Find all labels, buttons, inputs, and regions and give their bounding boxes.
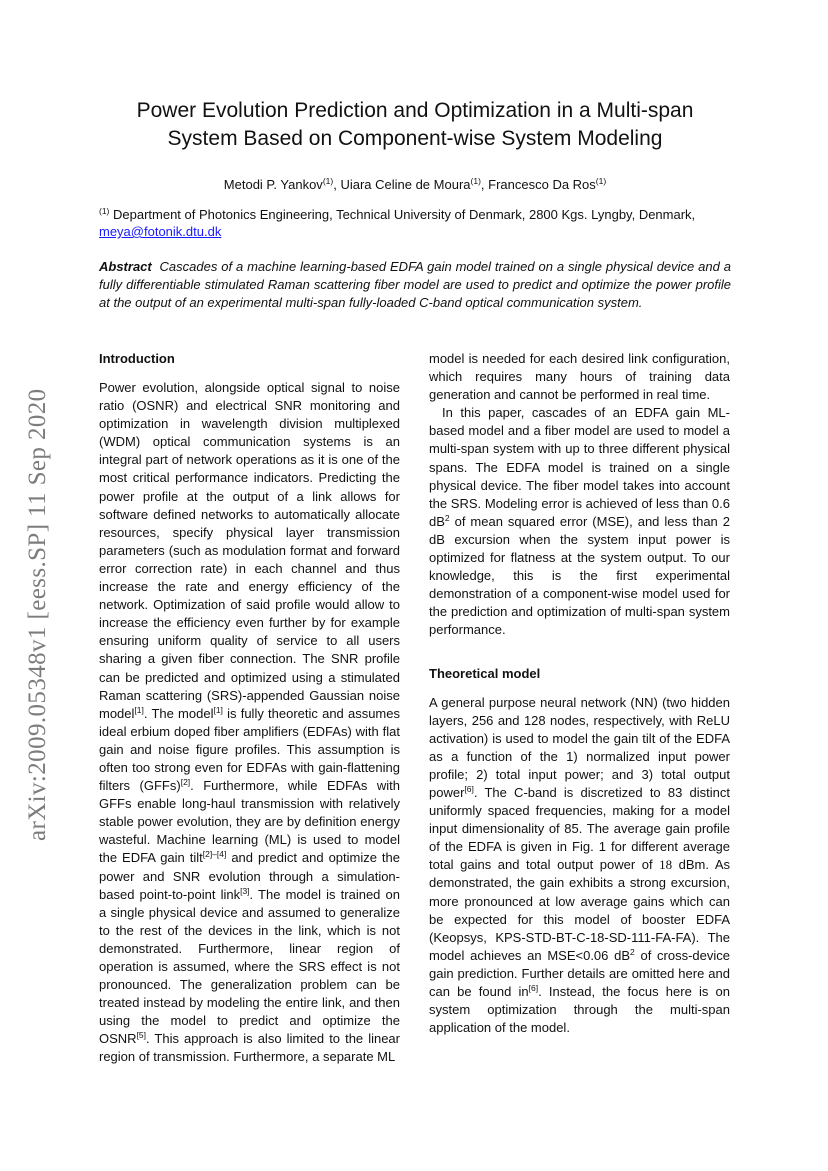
author-2: Uiara Celine de Moura bbox=[340, 177, 471, 192]
citation: [2]–[4] bbox=[202, 849, 227, 860]
math-value: 18 bbox=[659, 857, 673, 873]
intro-text-continued: model is needed for each desired link configuration, which requires many hours of training data generation and cannot be performed in real time. bbox=[429, 351, 730, 403]
author-1: Metodi P. Yankov bbox=[223, 177, 323, 192]
left-column bbox=[99, 350, 400, 1067]
citation: [6] bbox=[464, 783, 474, 794]
author-list: Metodi P. Yankov$^{(1)}$, Uiara Celine de Moura$^{(1)}$, Francesco Da Ros$^{(1)}$ bbox=[223, 176, 607, 192]
abstract-label: Abstract bbox=[99, 259, 152, 274]
intro-text: Power evolution, alongside optical signal to noise ratio (OSNR) and electrical SNR monitoring and optimization in wavelength division multiplexed (WDM) optical communication systems is an integral part of network operations as it is one of the most critical performance indicators. Predicting the power profile at the output of a link allows for software defined networks to automatically allocate resources, specify physical layer transmission parameters (such as modulation format and forward error correction rate) in each channel and thus increase the rate and energy efficiency of the network. Optimization of said profile would allow to increase the efficiency even further by for example ensuring uniform quality of service to all users sharing a given fiber connection. The SNR profile can be predicted and optimized using a stimulated Raman scattering (SRS)-appended Gaussian noise model bbox=[99, 380, 400, 721]
intro-paragraph-2 bbox=[429, 404, 730, 639]
intro-text: of mean squared error (MSE), and less than 2 dB excursion when the system input power is optimized for flatness at the system output. To our knowledge, this is the first experimental demonstration of a component-wise model used for the prediction and optimization of multi-span system performance. bbox=[429, 513, 730, 638]
title-line-1: Power Evolution Prediction and Optimization in a Multi-span bbox=[136, 99, 694, 122]
citation: [1] bbox=[213, 704, 223, 715]
paper-title bbox=[100, 97, 730, 153]
right-column-body bbox=[429, 350, 730, 1037]
theory-paragraph-1 bbox=[429, 694, 730, 1038]
intro-text: and predict and optimize the power and SNR evolution through a simulation-based point-to-point link bbox=[99, 850, 400, 902]
intro-text: In this paper, cascades of an EDFA gain ML-based model and a fiber model are used to model a multi-span system with up to three different physical spans. The EDFA model is trained on a single physical device. The fiber model takes into account the SRS. Modeling error is achieved of less than 0.6 dB bbox=[429, 405, 730, 529]
citation: [2] bbox=[180, 777, 191, 788]
intro-paragraph-1 bbox=[99, 379, 400, 1067]
superscript: 2 bbox=[444, 512, 450, 523]
intro-text: . The model bbox=[143, 705, 214, 721]
intro-text: . The model is trained on a single physical device and assumed to generalize to the rest of the devices in the link, which is not demonstrated. Furthermore, linear region of operation is assumed, where the SRS effect is not pronounced. The generalization problem can be treated instead by modeling the entire link, and then using the model to predict and optimize the OSNR bbox=[99, 886, 401, 1047]
theoretical-model-heading: Theoretical model bbox=[429, 665, 541, 681]
author-3-affil-mark: (1) bbox=[595, 176, 607, 186]
author-1-affil-mark: (1) bbox=[322, 176, 334, 186]
citation: [5] bbox=[136, 1030, 147, 1041]
theory-text: of cross-device gain prediction. Further details are omitted here and can be found in bbox=[429, 947, 730, 999]
arxiv-identifier: arXiv:2009.05348v1 [eess.SP] 11 Sep 2020 bbox=[24, 388, 51, 842]
affiliation-mark: (1) bbox=[99, 206, 110, 216]
abstract bbox=[99, 258, 731, 312]
intro-text: . This approach is also limited to the linear region of transmission. Furthermore, a separate ML bbox=[99, 1031, 400, 1065]
abstract-text: Cascades of a machine learning-based EDFA gain model trained on a single physical device and a fully differentiable stimulated Raman scattering fiber model are used to predict and optimize the power profile at the output of an experimental multi-span fully-loaded C-band optical communication system. bbox=[99, 259, 731, 310]
email-link[interactable]: meya@fotonik.dtu.dk bbox=[99, 224, 222, 239]
intro-text: . Furthermore, while EDFAs with GFFs enable long-haul transmission with relatively stable power evolution, they are by definition energy wasteful. Machine learning (ML) is used to model the EDFA gain tilt bbox=[99, 778, 401, 866]
citation: [3] bbox=[240, 885, 250, 896]
theory-text: . The C-band is discretized to 83 distinct uniformly spaced frequencies, making for a model input dimensionality of 85. The average gain profile of the EDFA is given in Fig. 1 for different average total gains and total output power of bbox=[429, 784, 730, 873]
theory-text: . Instead, the focus here is on system optimization through the multi-span application of the model. bbox=[429, 984, 730, 1036]
author-2-affil-mark: (1) bbox=[470, 176, 481, 186]
intro-text: is fully theoretic and assumes ideal erbium doped fiber amplifiers (EDFAs) with flat gain and noise figure profiles. This assumption is often too strong even for EDFAs with gain-flattening filters (GFFs) bbox=[99, 705, 400, 794]
superscript: 2 bbox=[630, 946, 635, 957]
theory-text: A general purpose neural network (NN) (two hidden layers, 256 and 128 nodes, respectively, with ReLU activation) is used to model the gain tilt of the EDFA as a function of the 1) normalized input power profile; 2) total input power; and 3) total output power bbox=[429, 694, 730, 800]
introduction-heading: Introduction bbox=[99, 351, 175, 366]
title-line-2: System Based on Component-wise System Modeling bbox=[167, 127, 663, 150]
theory-text: dBm. As demonstrated, the gain exhibits a strong excursion, more pronounced at low average gains which can be expected for this model of booster EDFA (Keopsys, KPS-STD-BT-C-18-SD-111-FA-FA). The model achieves an MSE<0.06 dB bbox=[429, 857, 730, 963]
affiliation bbox=[99, 206, 731, 240]
affiliation-text: Department of Photonics Engineering, Technical University of Denmark, 2800 Kgs. Lyngby, Denmark, bbox=[109, 207, 696, 222]
intro-continuation bbox=[429, 350, 730, 404]
citation: [6] bbox=[528, 983, 539, 993]
citation: [1] bbox=[134, 704, 144, 715]
author-3: Francesco Da Ros bbox=[488, 177, 596, 192]
